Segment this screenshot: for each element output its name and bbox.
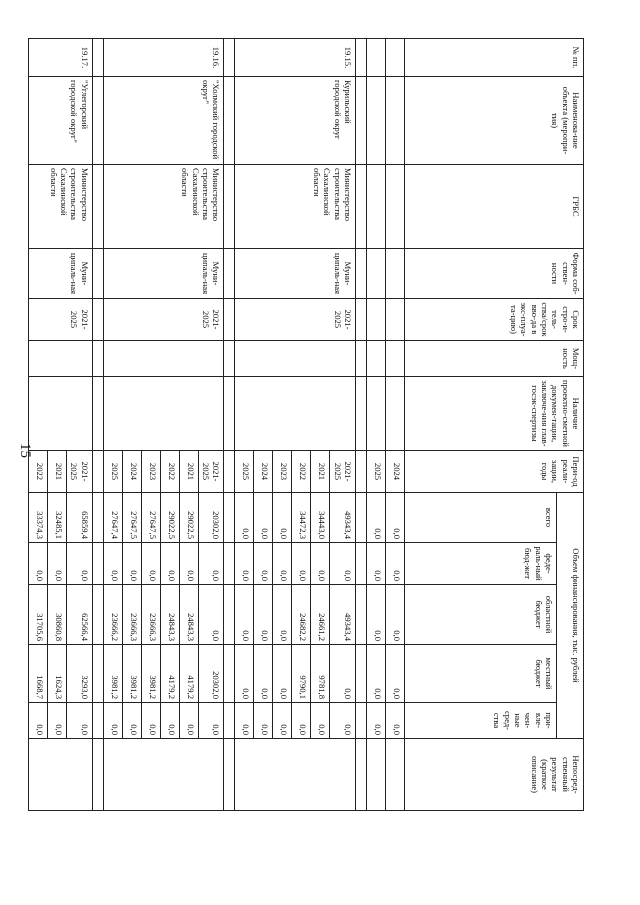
spacer-row [356,39,367,811]
cell-total: 0,0 [254,493,273,543]
cell-empty [92,493,103,543]
cell-federal: 0,0 [198,543,224,585]
cell-period: 2022 [160,451,179,493]
cell-empty [356,451,367,493]
cell-regional: 24661,2 [311,585,330,645]
cell-attracted: 0,0 [67,703,93,739]
cell-empty [224,165,235,249]
cell-empty [356,249,367,299]
col-grbs: ГРБС [405,165,584,249]
cell-regional: 24843,3 [160,585,179,645]
cell-empty [367,39,386,77]
cell-empty [224,451,235,493]
cell-period: 2021-2025 [67,451,93,493]
cell-period: 2022 [292,451,311,493]
cell-period: 2025 [235,451,254,493]
cell-term: 2021-2025 [235,299,356,341]
cell-empty [386,39,405,77]
cell-attracted: 0,0 [122,703,141,739]
col-expertise: Наличие проектно-сметной докумен-тации, заключе-ния глав-госэк-спертизы [405,377,584,451]
col-federal: феде-раль-ный бюд-жет [405,543,557,585]
col-finance-group: Объем финансирования, тыс. рублей [557,493,584,739]
cell-grbs: Министерство строительства Сахалинской области [29,165,93,249]
cell-local: 3981,2 [122,645,141,703]
cell-empty [356,543,367,585]
cell-local: 0,0 [273,645,292,703]
cell-no: 19.15. [235,39,356,77]
cell-local: 3981,2 [103,645,122,703]
cell-local: 9790,1 [292,645,311,703]
cell-result [367,739,386,811]
cell-empty [356,77,367,165]
cell-empty [92,739,103,811]
cell-empty [367,299,386,341]
cell-empty [356,645,367,703]
cell-local: 4179,2 [179,645,198,703]
cell-local: 20302,0 [198,645,224,703]
col-term: Срок стро-и-тель-ства/срок вво-да в экс-плуа-та-цию) [405,299,584,341]
cell-empty [92,645,103,703]
cell-expertise [103,377,224,451]
cell-empty [224,377,235,451]
cell-regional: 49343,4 [330,585,356,645]
cell-total: 29022,5 [160,493,179,543]
cell-empty [224,77,235,165]
cell-federal: 0,0 [48,543,67,585]
col-total: всего [405,493,557,543]
cell-total: 49343,4 [330,493,356,543]
cell-grbs: Министерство строительства Сахалинской области [103,165,224,249]
cell-regional: 0,0 [386,585,405,645]
table-row [198,39,224,811]
cell-attracted: 0,0 [367,703,386,739]
cell-federal: 0,0 [179,543,198,585]
cell-federal: 0,0 [29,543,48,585]
col-capacity: Мощ-ность [405,341,584,377]
cell-empty [92,585,103,645]
cell-empty [224,341,235,377]
cell-empty [92,299,103,341]
table-row [367,39,386,811]
cell-result [386,739,405,811]
cell-period: 2021-2025 [198,451,224,493]
col-attracted: при-вле-чен-ные сред-ства [405,703,557,739]
cell-local: 0,0 [367,645,386,703]
table-body [29,39,405,811]
cell-empty [386,165,405,249]
cell-empty [92,451,103,493]
cell-empty [386,377,405,451]
cell-total: 34443,0 [311,493,330,543]
cell-empty [367,77,386,165]
cell-local: 1668,7 [29,645,48,703]
cell-attracted: 0,0 [160,703,179,739]
cell-federal: 0,0 [273,543,292,585]
cell-attracted: 0,0 [141,703,160,739]
cell-empty [356,165,367,249]
cell-empty [224,493,235,543]
cell-local: 3981,2 [141,645,160,703]
cell-attracted: 0,0 [198,703,224,739]
cell-capacity [235,341,356,377]
cell-empty [224,39,235,77]
cell-grbs: Министерство строительства Сахалинской области [235,165,356,249]
cell-total: 32485,1 [48,493,67,543]
cell-local: 9781,8 [311,645,330,703]
col-no: № пп. [405,39,584,77]
cell-period: 2023 [273,451,292,493]
cell-total: 27647,5 [141,493,160,543]
col-regional: областной бюджет [405,585,557,645]
cell-empty [92,77,103,165]
spacer-row [92,39,103,811]
cell-empty [367,341,386,377]
spacer-row [224,39,235,811]
cell-federal: 0,0 [67,543,93,585]
cell-regional: 62566,4 [67,585,93,645]
cell-name: "Углегорский городской округ" [29,77,93,165]
cell-federal: 0,0 [292,543,311,585]
cell-federal: 0,0 [235,543,254,585]
cell-total: 27647,5 [122,493,141,543]
cell-total: 0,0 [273,493,292,543]
cell-regional: 24843,3 [179,585,198,645]
cell-attracted: 0,0 [273,703,292,739]
cell-capacity [103,341,224,377]
cell-period: 2021 [311,451,330,493]
cell-expertise [235,377,356,451]
cell-empty [224,645,235,703]
cell-federal: 0,0 [141,543,160,585]
cell-federal: 0,0 [122,543,141,585]
cell-empty [367,165,386,249]
cell-empty [386,299,405,341]
financing-table [28,38,584,811]
cell-no: 19.16. [103,39,224,77]
cell-federal: 0,0 [311,543,330,585]
cell-regional: 23666,3 [122,585,141,645]
cell-total: 34472,3 [292,493,311,543]
cell-term: 2021-2025 [103,299,224,341]
cell-attracted: 0,0 [29,703,48,739]
col-ownership: Форма соб-ствен-ности [405,249,584,299]
cell-empty [224,739,235,811]
cell-total: 27647,4 [103,493,122,543]
col-result: Непосред-ственный результат (краткое описание) [405,739,584,811]
cell-local: 0,0 [330,645,356,703]
cell-total: 0,0 [235,493,254,543]
cell-local: 0,0 [386,645,405,703]
cell-local: 4179,2 [160,645,179,703]
cell-capacity [29,341,93,377]
cell-empty [92,543,103,585]
cell-period: 2024 [386,451,405,493]
cell-attracted: 0,0 [292,703,311,739]
cell-empty [92,341,103,377]
cell-attracted: 0,0 [103,703,122,739]
cell-local: 3293,0 [67,645,93,703]
cell-empty [386,249,405,299]
cell-empty [356,341,367,377]
cell-empty [224,249,235,299]
cell-empty [356,739,367,811]
cell-result [29,739,93,811]
cell-attracted: 0,0 [179,703,198,739]
cell-empty [224,299,235,341]
cell-attracted: 0,0 [254,703,273,739]
cell-empty [356,299,367,341]
cell-empty [356,703,367,739]
cell-term: 2021-2025 [29,299,93,341]
cell-attracted: 0,0 [311,703,330,739]
cell-empty [356,585,367,645]
cell-regional: 0,0 [198,585,224,645]
cell-regional: 24682,2 [292,585,311,645]
cell-result [103,739,224,811]
cell-total: 20302,0 [198,493,224,543]
cell-empty [224,703,235,739]
cell-empty [92,39,103,77]
cell-empty [367,377,386,451]
cell-empty [367,249,386,299]
cell-empty [356,377,367,451]
cell-regional: 0,0 [367,585,386,645]
cell-ownership: Муни-ципаль-ная [235,249,356,299]
cell-local: 1624,3 [48,645,67,703]
cell-empty [92,165,103,249]
cell-no: 19.17. [29,39,93,77]
cell-total: 0,0 [367,493,386,543]
table-row [67,39,93,811]
cell-empty [92,703,103,739]
cell-local: 0,0 [235,645,254,703]
cell-total: 29022,5 [179,493,198,543]
cell-empty [92,377,103,451]
cell-regional: 0,0 [254,585,273,645]
cell-period: 2021 [179,451,198,493]
cell-regional: 0,0 [273,585,292,645]
cell-regional: 31705,6 [29,585,48,645]
cell-federal: 0,0 [103,543,122,585]
cell-expertise [29,377,93,451]
cell-regional: 0,0 [235,585,254,645]
cell-period: 2021 [48,451,67,493]
cell-attracted: 0,0 [330,703,356,739]
cell-federal: 0,0 [254,543,273,585]
col-period: Пери-од реали-зации, годы [405,451,584,493]
page-number: 15 [17,443,33,458]
cell-federal: 0,0 [386,543,405,585]
cell-period: 2024 [254,451,273,493]
cell-ownership: Муни-ципаль-ная [29,249,93,299]
cell-attracted: 0,0 [48,703,67,739]
table-row [386,39,405,811]
cell-period: 2025 [367,451,386,493]
cell-name: "Холмский городской округ" [103,77,224,165]
cell-regional: 23666,3 [141,585,160,645]
cell-federal: 0,0 [367,543,386,585]
cell-regional: 30860,8 [48,585,67,645]
cell-ownership: Муни-ципаль-ная [103,249,224,299]
cell-total: 65859,4 [67,493,93,543]
cell-empty [356,493,367,543]
cell-period: 2021-2025 [330,451,356,493]
cell-empty [224,543,235,585]
cell-federal: 0,0 [330,543,356,585]
cell-result [235,739,356,811]
cell-local: 0,0 [254,645,273,703]
cell-name: Курильский городской округ [235,77,356,165]
cell-period: 2022 [29,451,48,493]
cell-empty [356,39,367,77]
cell-period: 2024 [122,451,141,493]
cell-period: 2023 [141,451,160,493]
cell-total: 0,0 [386,493,405,543]
col-local: местный бюджет [405,645,557,703]
cell-federal: 0,0 [160,543,179,585]
table-header [405,39,584,811]
col-name: Наименова-ние объекта (меропри-тия) [405,77,584,165]
table-row [330,39,356,811]
cell-regional: 23666,2 [103,585,122,645]
cell-total: 33374,3 [29,493,48,543]
cell-empty [224,585,235,645]
cell-attracted: 0,0 [386,703,405,739]
cell-empty [386,341,405,377]
cell-attracted: 0,0 [235,703,254,739]
cell-period: 2025 [103,451,122,493]
cell-empty [92,249,103,299]
cell-empty [386,77,405,165]
rotated-table-container [32,38,584,810]
